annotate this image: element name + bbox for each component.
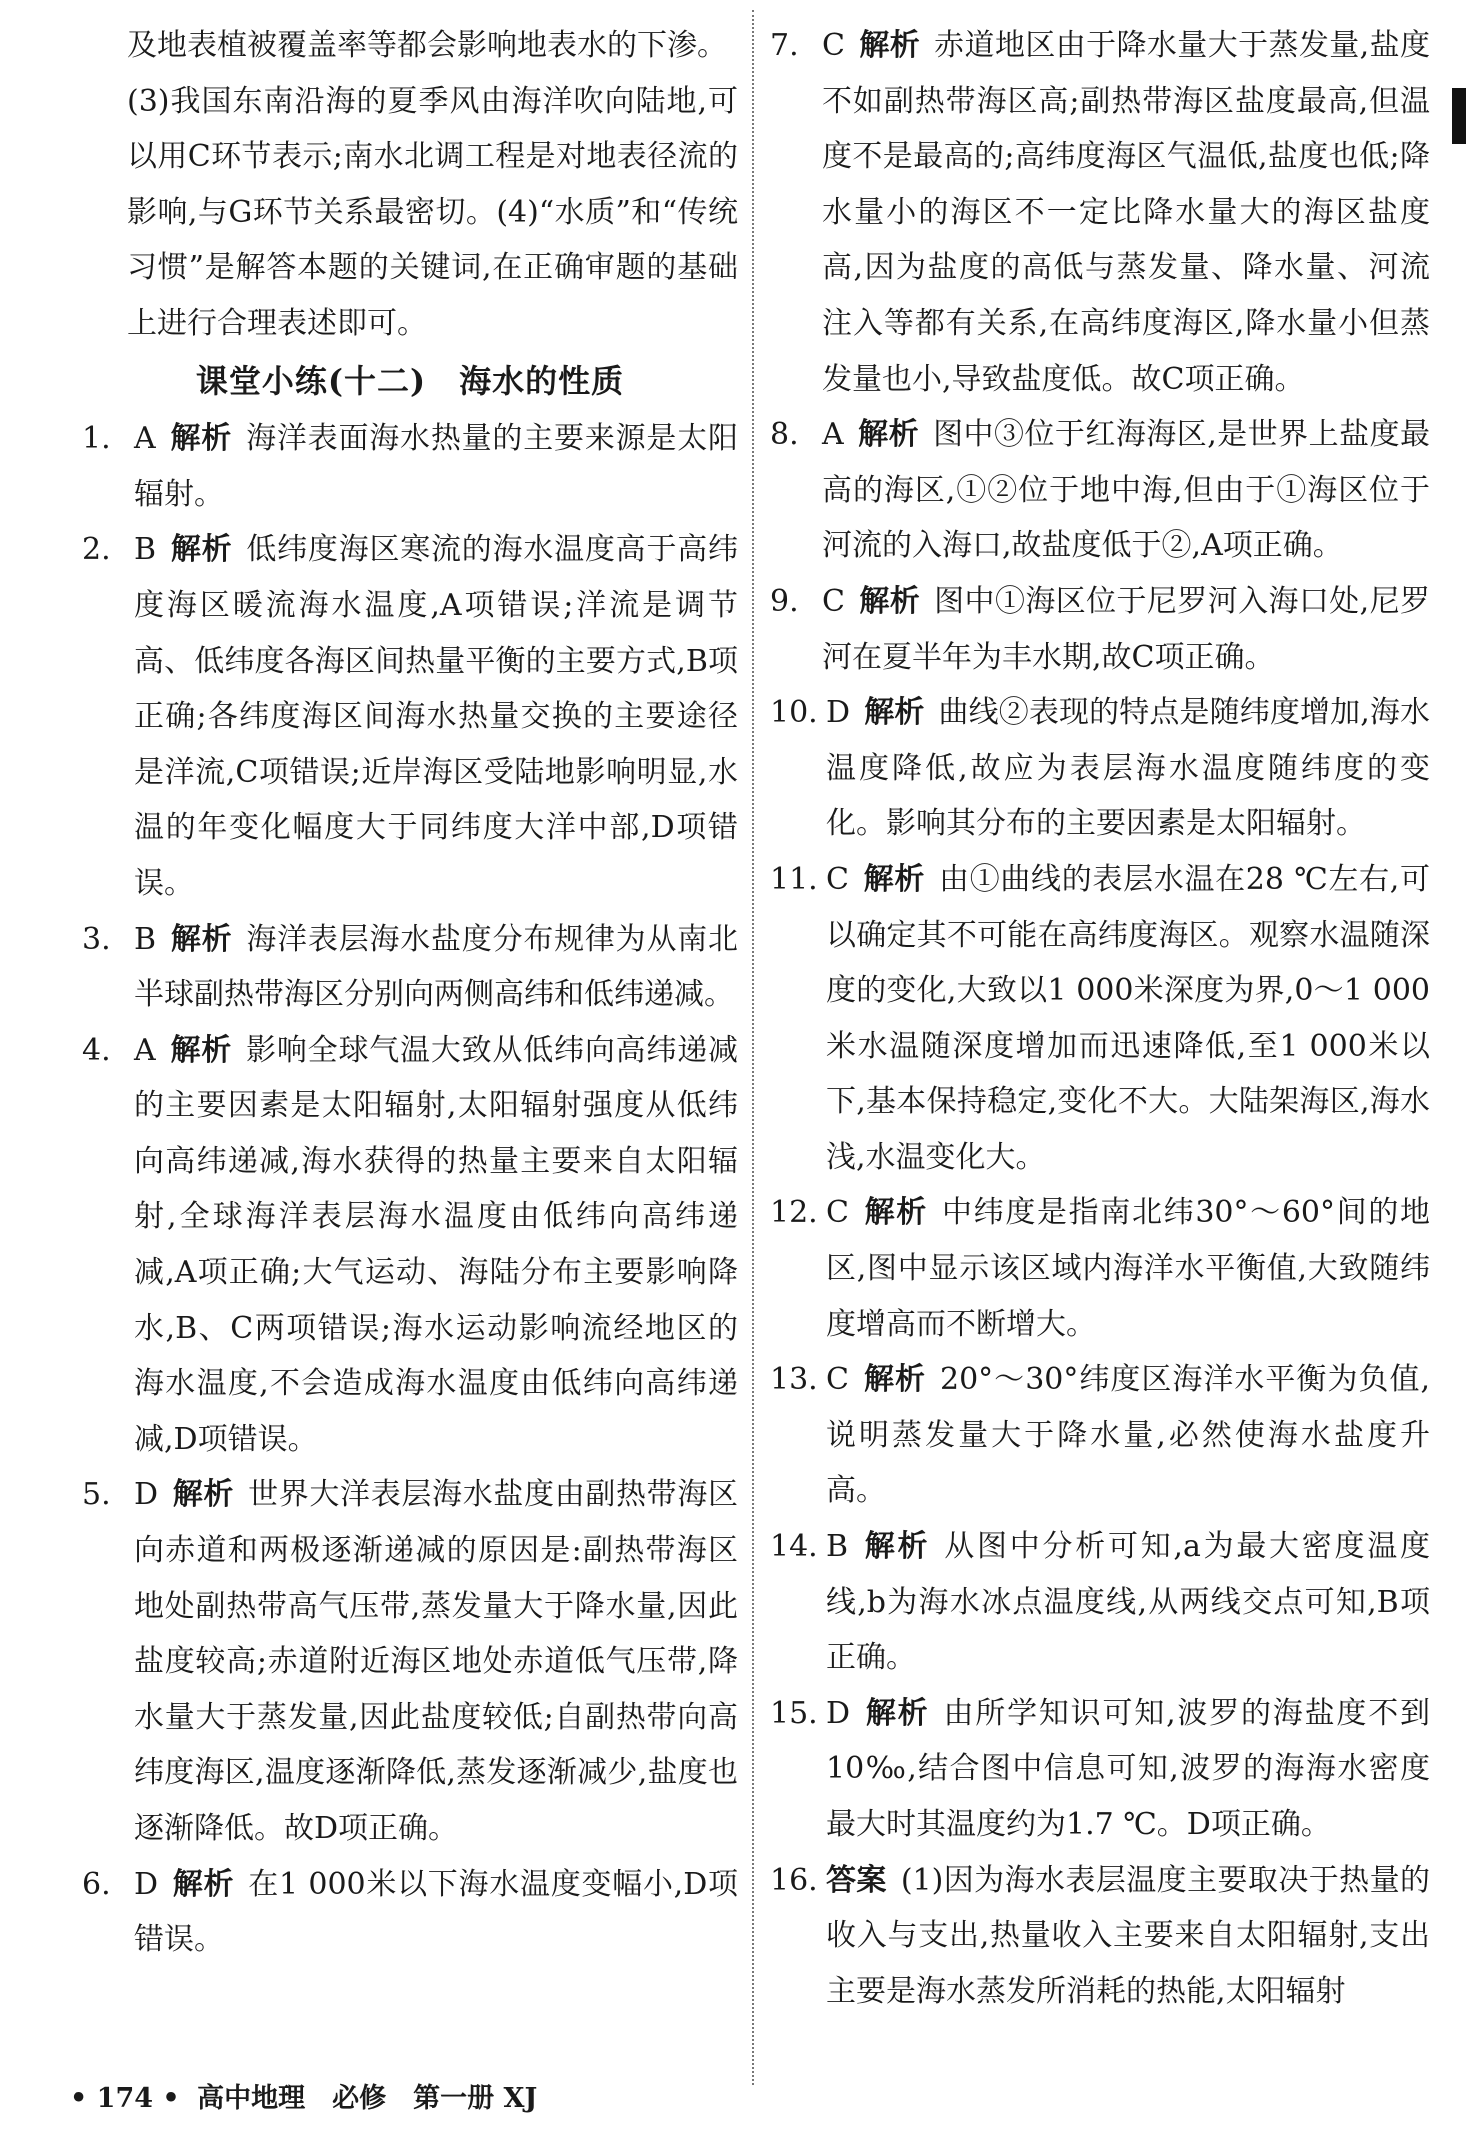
item-answer: B — [134, 921, 157, 957]
item-index: 3. — [82, 921, 111, 957]
item-text: 海洋表层海水盐度分布规律为从南北半球副热带海区分别向两侧高纬和低纬递减。 — [134, 921, 739, 1013]
answer-item — [770, 574, 1430, 685]
item-index: 6. — [82, 1866, 111, 1902]
item-answer: A — [134, 1032, 156, 1068]
item-answer: C — [826, 1362, 849, 1398]
left-column — [82, 18, 738, 1968]
answer-item — [770, 1519, 1430, 1686]
item-number — [770, 685, 830, 741]
answer-item — [770, 1686, 1430, 1853]
section-title: 课堂小练(十二) 海水的性质 — [195, 361, 625, 400]
item-answer: D — [826, 1695, 851, 1731]
item-keyword: 解析 — [169, 1032, 233, 1068]
item-text: 从图中分析可知,a为最大密度温度线,b为海水冰点温度线,从两线交点可知,B项正确。 — [826, 1529, 1431, 1676]
item-text: 由①曲线的表层水温在28 ℃左右,可以确定其不可能在高纬度海区。观察水温随深度的变化,大致以1 000米深度为界,0～1 000米水温随深度增加而迅速降低,至1 000米以下,基本保持稳定,变化不大。大陆架海区,海水浅,水温变化大。 — [826, 861, 1431, 1175]
intro-line: 及地表植被覆盖率等都会影响地表水的下渗。 — [127, 28, 727, 63]
item-keyword: 解析 — [169, 421, 233, 457]
item-answer: D — [134, 1866, 159, 1902]
item-index: 11. — [770, 861, 818, 897]
item-keyword: 解析 — [172, 1866, 235, 1902]
item-text: 影响全球气温大致从低纬向高纬递减的主要因素是太阳辐射,太阳辐射强度从低纬向高纬递减,海水获得的热量主要来自太阳辐射,全球海洋表层海水温度由低纬向高纬递减,A项正确;大气运动、海陆分布主要影响降水,B、C两项错误;海水运动影响流经地区的海水温度,不会造成海水温度由低纬向高纬递减,D项错误。 — [134, 1032, 739, 1457]
item-keyword: 答案 — [826, 1862, 887, 1898]
item-answer: C — [826, 1195, 849, 1231]
item-number — [82, 1023, 142, 1079]
item-keyword: 解析 — [862, 1362, 926, 1398]
item-answer: C — [822, 583, 845, 619]
answer-item — [82, 1467, 738, 1856]
item-keyword: 解析 — [862, 1195, 928, 1231]
item-text: 赤道地区由于降水量大于蒸发量,盐度不如副热带海区高;副热带海区盐度最高,但温度不是最高的;高纬度海区气温低,盐度也低;降水量小的海区不一定比降水量大的海区盐度高,因为盐度的高低与蒸发量、降水量、河流注入等都有关系,在高纬度海区,降水量小但蒸发量也小,导致盐度低。故C项正确。 — [822, 28, 1430, 397]
item-text: 海洋表面海水热量的主要来源是太阳辐射。 — [134, 421, 739, 512]
item-keyword: 解析 — [864, 695, 925, 731]
item-number — [770, 1352, 830, 1408]
item-number — [82, 1857, 142, 1913]
item-answer: D — [134, 1477, 159, 1513]
item-index: 13. — [770, 1362, 818, 1398]
item-keyword: 解析 — [862, 1529, 931, 1565]
item-number — [770, 407, 830, 463]
answer-item — [770, 1352, 1430, 1519]
answer-item — [82, 1023, 738, 1468]
item-index: 14. — [770, 1529, 818, 1565]
item-keyword: 解析 — [862, 861, 926, 897]
answer-item — [770, 852, 1430, 1186]
item-index: 12. — [770, 1195, 818, 1231]
page-number: • 174 • — [70, 2083, 180, 2114]
item-text: 图中③位于红海海区,是世界上盐度最高的海区,①②位于地中海,但由于①海区位于河流的入海口,故盐度低于②,A项正确。 — [822, 417, 1430, 564]
item-number — [770, 1686, 830, 1742]
item-text: 图中①海区位于尼罗河入海口处,尼罗河在夏半年为丰水期,故C项正确。 — [822, 583, 1430, 675]
item-keyword: 解析 — [858, 583, 921, 619]
item-text: 在1 000米以下海水温度变幅小,D项错误。 — [134, 1866, 738, 1958]
item-number — [770, 18, 830, 74]
item-number — [82, 912, 142, 968]
item-text: 曲线②表现的特点是随纬度增加,海水温度降低,故应为表层海水温度随纬度的变化。影响其分布的主要因素是太阳辐射。 — [826, 695, 1431, 842]
item-answer: C — [826, 861, 849, 897]
item-index: 16. — [770, 1862, 818, 1898]
item-text: 中纬度是指南北纬30°～60°间的地区,图中显示该区域内海洋水平衡值,大致随纬度增高而不断增大。 — [826, 1195, 1431, 1342]
item-index: 7. — [770, 28, 799, 63]
item-answer: C — [822, 28, 845, 63]
page-edge-tab — [1452, 88, 1466, 144]
answer-item — [770, 1853, 1430, 2020]
item-index: 8. — [770, 417, 799, 453]
item-index: 9. — [770, 583, 799, 619]
item-text: 世界大洋表层海水盐度由副热带海区向赤道和两极逐渐递减的原因是:副热带海区地处副热带高气压带,蒸发量大于降水量,因此盐度较高;赤道附近海区地处赤道低气压带,降水量大于蒸发量,因此盐度较低;自副热带向高纬度海区,温度逐渐降低,蒸发逐渐减少,盐度也逐渐降低。故D项正确。 — [134, 1477, 739, 1846]
item-index: 1. — [82, 421, 111, 457]
answer-item — [82, 1857, 738, 1968]
answer-item — [82, 411, 738, 522]
book-title: 高中地理 必修 第一册 XJ — [197, 2083, 538, 2114]
right-answer-list — [770, 18, 1430, 2019]
answer-item — [770, 685, 1430, 852]
item-index: 2. — [82, 532, 111, 568]
item-answer: A — [822, 417, 844, 453]
item-number — [770, 1185, 830, 1241]
item-keyword: 解析 — [170, 921, 233, 957]
item-index: 10. — [770, 695, 818, 731]
item-keyword: 解析 — [858, 28, 921, 63]
item-answer: D — [826, 695, 851, 731]
item-text: (1)因为海水表层温度主要取决于热量的收入与支出,热量收入主要来自太阳辐射,支出主要是海水蒸发所消耗的热能,太阳辐射 — [826, 1862, 1431, 2009]
intro-paragraph: (3)我国东南沿海的夏季风由海洋吹向陆地,可以用C环节表示;南水北调工程是对地表径流的影响,与G环节关系最密切。(4)“水质”和“传统习惯”是解答本题的关键词,在正确审题的基础上进行合理表述即可。 — [127, 83, 738, 341]
item-answer: A — [134, 421, 156, 457]
item-text: 由所学知识可知,波罗的海盐度不到10‰,结合图中信息可知,波罗的海海水密度最大时其温度约为1.7 ℃。D项正确。 — [826, 1695, 1430, 1842]
item-number — [82, 1467, 142, 1523]
item-number — [82, 411, 142, 467]
item-keyword: 解析 — [170, 532, 233, 568]
item-index: 4. — [82, 1032, 111, 1068]
page-footer — [70, 2076, 537, 2115]
item-number — [770, 1519, 830, 1575]
item-text: 20°～30°纬度区海洋水平衡为负值,说明蒸发量大于降水量,必然使海水盐度升高。 — [826, 1362, 1430, 1509]
answer-item — [770, 407, 1430, 574]
item-answer: B — [134, 532, 157, 568]
item-number — [82, 522, 142, 578]
answer-item — [770, 18, 1430, 407]
item-answer: B — [826, 1529, 849, 1565]
answer-item — [82, 912, 738, 1023]
item-keyword: 解析 — [172, 1477, 235, 1513]
item-index: 15. — [770, 1695, 818, 1731]
right-column — [770, 18, 1430, 2019]
item-index: 5. — [82, 1477, 111, 1513]
item-keyword: 解析 — [857, 417, 920, 453]
item-number — [770, 852, 830, 908]
item-text: 低纬度海区寒流的海水温度高于高纬度海区暖流海水温度,A项错误;洋流是调节高、低纬度各海区间热量平衡的主要方式,B项正确;各纬度海区间海水热量交换的主要途径是洋流,C项错误;近岸海区受陆地影响明显,水温的年变化幅度大于同纬度大洋中部,D项错误。 — [134, 532, 739, 901]
item-keyword: 解析 — [864, 1695, 930, 1731]
item-number — [770, 574, 830, 630]
column-divider — [752, 10, 754, 2085]
item-number — [770, 1853, 830, 1909]
left-answer-list — [82, 411, 738, 1968]
answer-item — [770, 1185, 1430, 1352]
answer-item — [82, 522, 738, 911]
